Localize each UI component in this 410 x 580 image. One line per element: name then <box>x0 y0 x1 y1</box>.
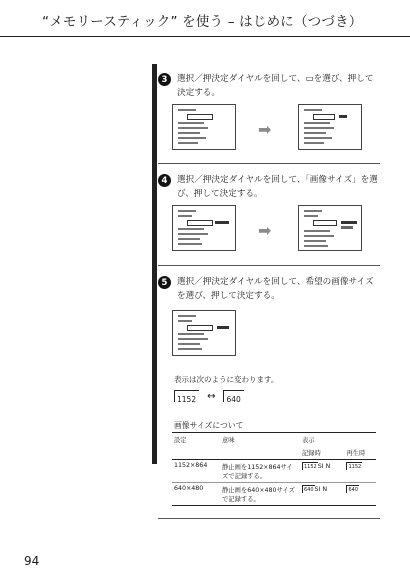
swap-arrow-icon: ↔ <box>207 391 216 402</box>
image-size-badge: 1152 <box>348 464 362 470</box>
header-rule <box>0 36 410 37</box>
size-1152-indicator: 1152 <box>174 390 199 402</box>
cell-recording: 640SI N <box>300 483 344 506</box>
cell-setting: 640×480 <box>172 483 220 506</box>
section-bar <box>152 64 157 464</box>
step-4 <box>158 173 380 201</box>
step-3-text: 選択／押決定ダイヤルを回して、▭を選び、押して決定する。 <box>177 74 374 98</box>
column-header-playback: 再生時 <box>344 446 376 460</box>
image-size-badge: 640 <box>304 487 314 493</box>
cell-recording: 1152SI N <box>300 460 344 483</box>
column-header-recording: 記録時 <box>300 446 344 460</box>
page-header-title: “メモリースティック” を使う – はじめに（つづき） <box>42 14 363 30</box>
image-size-toggle <box>174 390 244 402</box>
cell-setting: 1152×864 <box>172 460 220 483</box>
arrow-right-icon: ➡ <box>258 120 272 139</box>
table-row <box>172 483 376 506</box>
step-number-4: 4 <box>158 174 171 187</box>
arrow-right-icon: ➡ <box>258 221 272 240</box>
menu-screenshot-4a <box>172 205 236 251</box>
display-change-note: 表示は次のように変わります。 <box>174 375 279 384</box>
step-5 <box>158 275 380 303</box>
table-title: 画像サイズについて <box>174 421 244 430</box>
step-divider <box>158 163 380 164</box>
column-header-meaning: 意味 <box>220 433 300 447</box>
cell-playback <box>344 483 376 506</box>
column-header-display: 表示 <box>300 433 376 447</box>
step-number-3: 3 <box>158 73 171 86</box>
menu-screenshot-4b <box>298 205 362 251</box>
column-header-setting: 設定 <box>172 433 220 447</box>
step-4-text: 選択／押決定ダイヤルを回して、「画像サイズ」を選び、押して決定する。 <box>177 175 378 199</box>
step-3 <box>158 72 380 100</box>
step-number-5: 5 <box>158 276 171 289</box>
menu-screenshot-5 <box>172 310 236 356</box>
menu-screenshot-3a <box>172 104 236 150</box>
image-size-badge: 1152 <box>304 464 317 470</box>
menu-screenshot-3b <box>298 104 362 150</box>
section-end-rule <box>158 518 380 519</box>
step-divider <box>158 265 380 266</box>
table-row <box>172 460 376 483</box>
image-size-badge: 640 <box>348 487 359 493</box>
image-size-table <box>172 432 376 506</box>
page-number: 94 <box>24 554 40 568</box>
cell-meaning: 静止画を640×480サイズで記録する。 <box>220 483 300 506</box>
cell-meaning: 静止画を1152×864サイズで記録する。 <box>220 460 300 483</box>
step-5-text: 選択／押決定ダイヤルを回して、希望の画像サイズを選び、押して決定する。 <box>177 277 374 301</box>
cell-playback <box>344 460 376 483</box>
size-640-indicator: 640 <box>223 390 243 402</box>
